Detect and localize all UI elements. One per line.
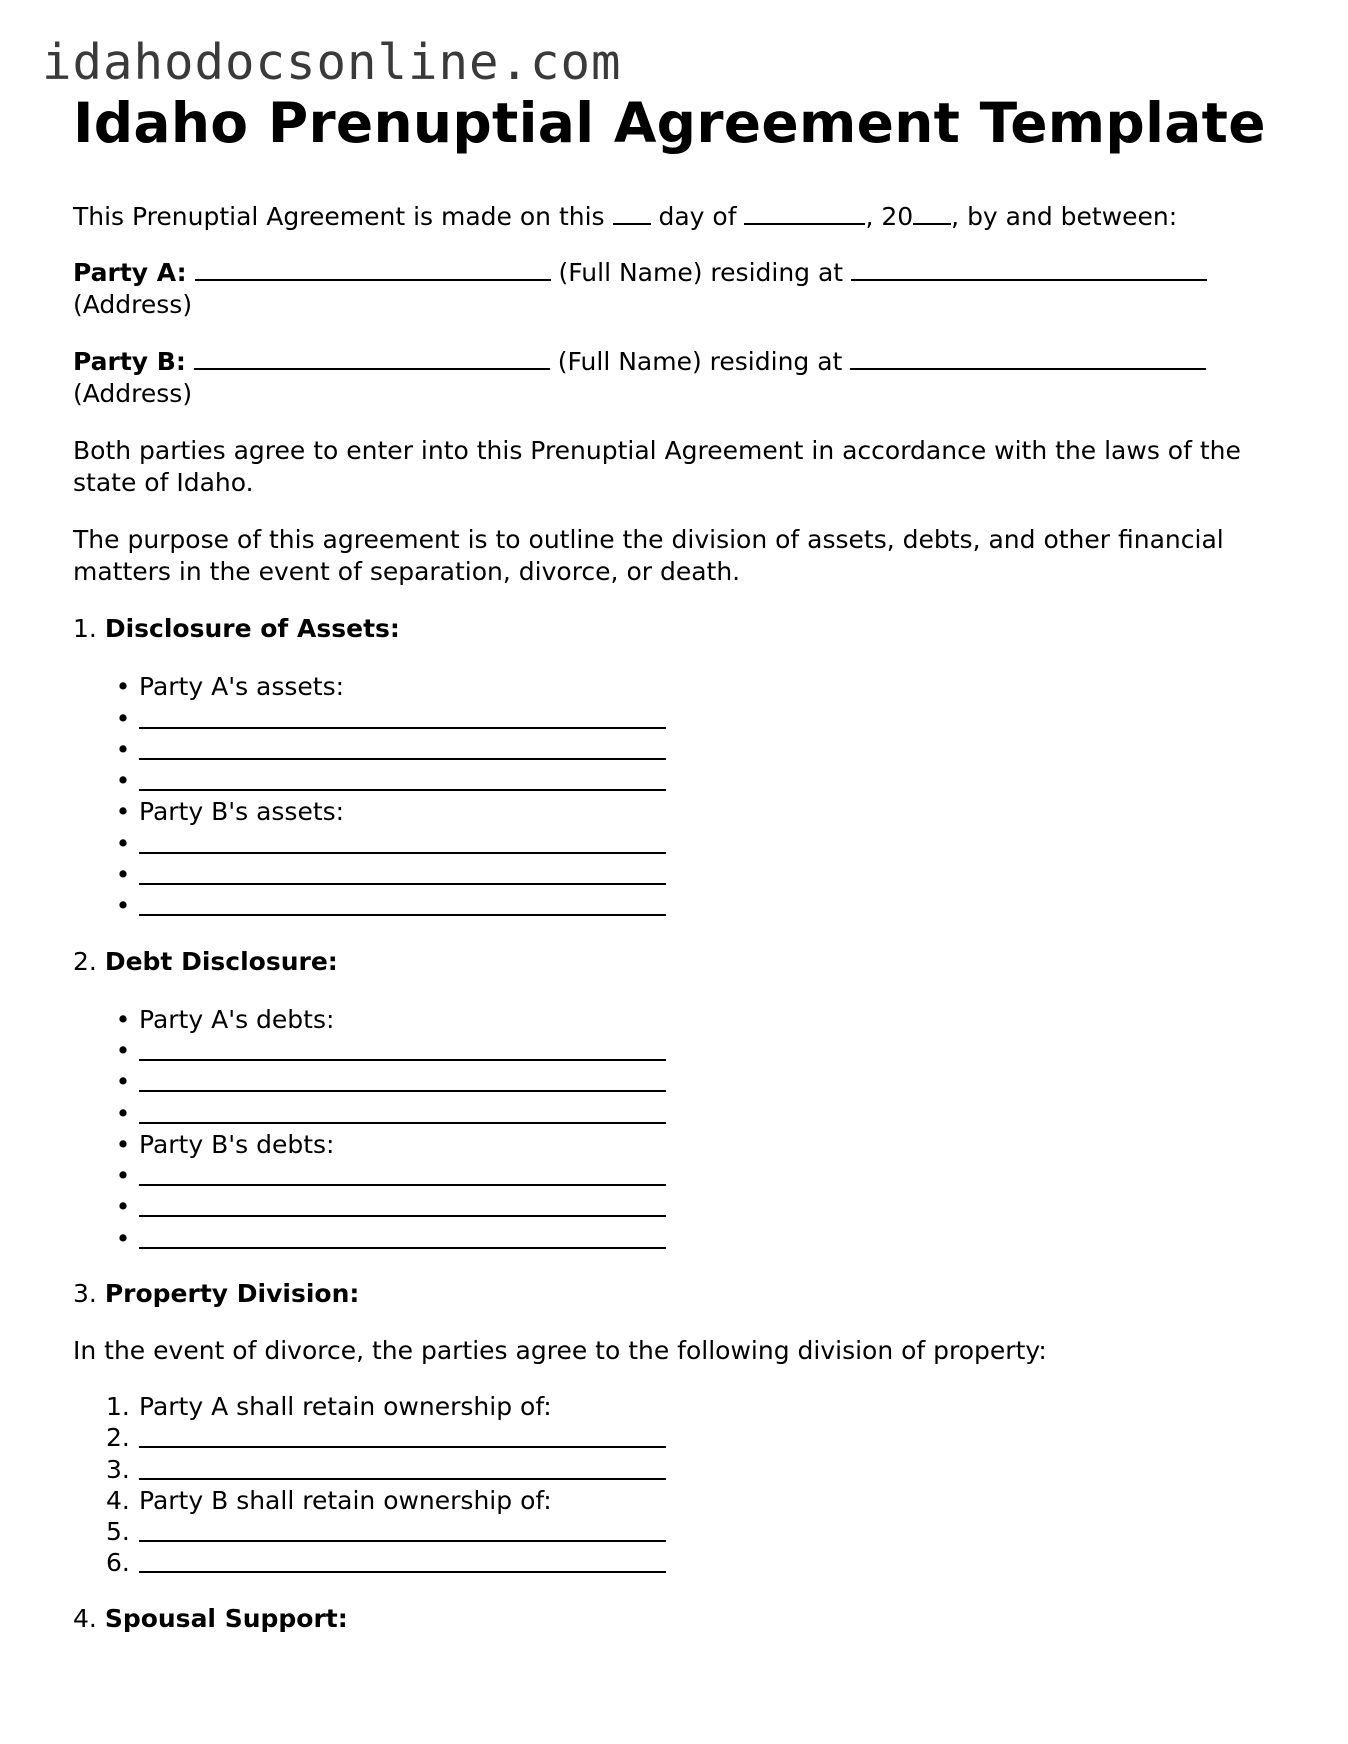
list-item	[73, 1547, 1273, 1578]
intro-text: day of	[650, 202, 745, 232]
fill-in-blank[interactable]	[139, 1191, 666, 1217]
section-heading-assets	[73, 613, 1273, 645]
debts-list	[73, 1004, 1273, 1254]
section-number: 2.	[73, 946, 97, 976]
bullet-icon: •	[115, 1098, 131, 1128]
list-item	[73, 703, 1273, 734]
fill-in-blank[interactable]	[139, 1516, 666, 1542]
party-a-line	[73, 257, 1273, 321]
bullet-icon: •	[115, 1192, 131, 1222]
fill-in-blank[interactable]	[139, 1160, 666, 1186]
list-item	[73, 1391, 1273, 1422]
section-number: 3.	[73, 1279, 97, 1308]
list-item-label: Party A's debts:	[139, 1004, 335, 1034]
list-item	[73, 828, 1273, 859]
party-a-address-blank[interactable]	[851, 257, 1207, 281]
bullet-icon: •	[115, 1161, 131, 1191]
list-item	[73, 1516, 1273, 1547]
section-heading-spousal-support	[73, 1603, 1273, 1635]
list-item	[73, 1223, 1273, 1254]
party-a-name-blank[interactable]	[195, 257, 551, 281]
fill-in-blank[interactable]	[139, 859, 666, 885]
fill-in-blank[interactable]	[139, 828, 666, 854]
year-blank[interactable]	[913, 201, 951, 225]
section-heading-property	[73, 1278, 1273, 1310]
list-item	[73, 1035, 1273, 1066]
list-item	[73, 765, 1273, 796]
list-item	[73, 1485, 1273, 1516]
intro-text: , by and between:	[951, 202, 1178, 232]
fill-in-blank[interactable]	[139, 734, 666, 760]
section-title: Debt Disclosure:	[104, 946, 338, 976]
list-number: 3.	[106, 1454, 130, 1484]
list-item	[73, 1454, 1273, 1485]
list-item	[73, 1004, 1273, 1035]
bullet-icon: •	[115, 703, 131, 733]
intro-text: , 20	[865, 202, 914, 232]
bullet-icon: •	[115, 1129, 131, 1159]
fill-in-blank[interactable]	[139, 1066, 666, 1092]
bullet-icon: •	[115, 797, 131, 827]
property-list	[73, 1391, 1273, 1579]
party-b-line	[73, 346, 1273, 410]
list-item	[73, 1098, 1273, 1129]
list-number: 2.	[106, 1423, 130, 1453]
section-title: Property Division:	[104, 1279, 360, 1308]
section-title: Spousal Support:	[104, 1603, 348, 1633]
intro-line	[73, 201, 1273, 233]
party-b-address-note: (Address)	[73, 379, 193, 409]
list-item	[73, 1066, 1273, 1097]
bullet-icon: •	[115, 766, 131, 796]
list-item	[73, 671, 1273, 702]
document-page	[73, 92, 1273, 1635]
list-number: 5.	[106, 1517, 130, 1547]
list-item-label: Party B's debts:	[139, 1129, 335, 1159]
bullet-icon: •	[115, 672, 131, 702]
section-number: 4.	[73, 1603, 97, 1633]
month-blank[interactable]	[744, 201, 865, 225]
section-title: Disclosure of Assets:	[104, 614, 400, 644]
bullet-icon: •	[115, 1223, 131, 1253]
list-item	[73, 796, 1273, 827]
fill-in-blank[interactable]	[139, 1098, 666, 1124]
list-item	[73, 1160, 1273, 1191]
list-number: 4.	[106, 1485, 130, 1515]
list-item	[73, 859, 1273, 890]
bullet-icon: •	[115, 734, 131, 764]
fill-in-blank[interactable]	[139, 1454, 666, 1480]
party-a-address-note: (Address)	[73, 290, 193, 320]
fill-in-blank[interactable]	[139, 1422, 666, 1448]
fill-in-blank[interactable]	[139, 1035, 666, 1061]
bullet-icon: •	[115, 860, 131, 890]
party-b-label: Party B:	[73, 347, 186, 377]
property-intro: In the event of divorce, the parties agree to the following division of property:	[73, 1336, 1047, 1365]
list-number: 1.	[106, 1392, 130, 1421]
bullet-icon: •	[115, 1004, 131, 1034]
purpose-paragraph: The purpose of this agreement is to outline the division of assets, debts, and other financial matters in the event of separation, divorce, or death.	[73, 525, 1224, 587]
bullet-icon: •	[115, 891, 131, 921]
bullet-icon: •	[115, 1035, 131, 1065]
laws-paragraph: Both parties agree to enter into this Prenuptial Agreement in accordance with the laws of the state of Idaho.	[73, 436, 1241, 498]
section-heading-debts	[73, 946, 1273, 978]
list-item-label: Party A's assets:	[139, 672, 345, 702]
bullet-icon: •	[115, 1067, 131, 1097]
fill-in-blank[interactable]	[139, 1547, 666, 1573]
party-a-label: Party A:	[73, 258, 187, 288]
bullet-icon: •	[115, 828, 131, 858]
list-item	[73, 890, 1273, 921]
watermark: idahodocsonline.com	[42, 34, 622, 91]
list-item	[73, 734, 1273, 765]
intro-text: This Prenuptial Agreement is made on this	[73, 202, 613, 232]
party-b-name-note: (Full Name) residing at	[557, 347, 843, 377]
party-b-address-blank[interactable]	[850, 346, 1206, 370]
list-item	[73, 1191, 1273, 1222]
day-blank[interactable]	[613, 201, 651, 225]
list-item	[73, 1129, 1273, 1160]
document-title: Idaho Prenuptial Agreement Template	[73, 91, 1266, 155]
assets-list	[73, 671, 1273, 921]
fill-in-blank[interactable]	[139, 1223, 666, 1249]
fill-in-blank[interactable]	[139, 703, 666, 729]
list-item-label: Party B shall retain ownership of:	[139, 1485, 552, 1515]
party-b-name-blank[interactable]	[194, 346, 550, 370]
section-number: 1.	[73, 614, 97, 644]
list-item-label: Party A shall retain ownership of:	[139, 1392, 552, 1421]
fill-in-blank[interactable]	[139, 765, 666, 791]
list-item-label: Party B's assets:	[139, 797, 345, 827]
list-item	[73, 1422, 1273, 1453]
party-a-name-note: (Full Name) residing at	[558, 258, 844, 288]
fill-in-blank[interactable]	[139, 890, 666, 916]
list-number: 6.	[106, 1548, 130, 1578]
